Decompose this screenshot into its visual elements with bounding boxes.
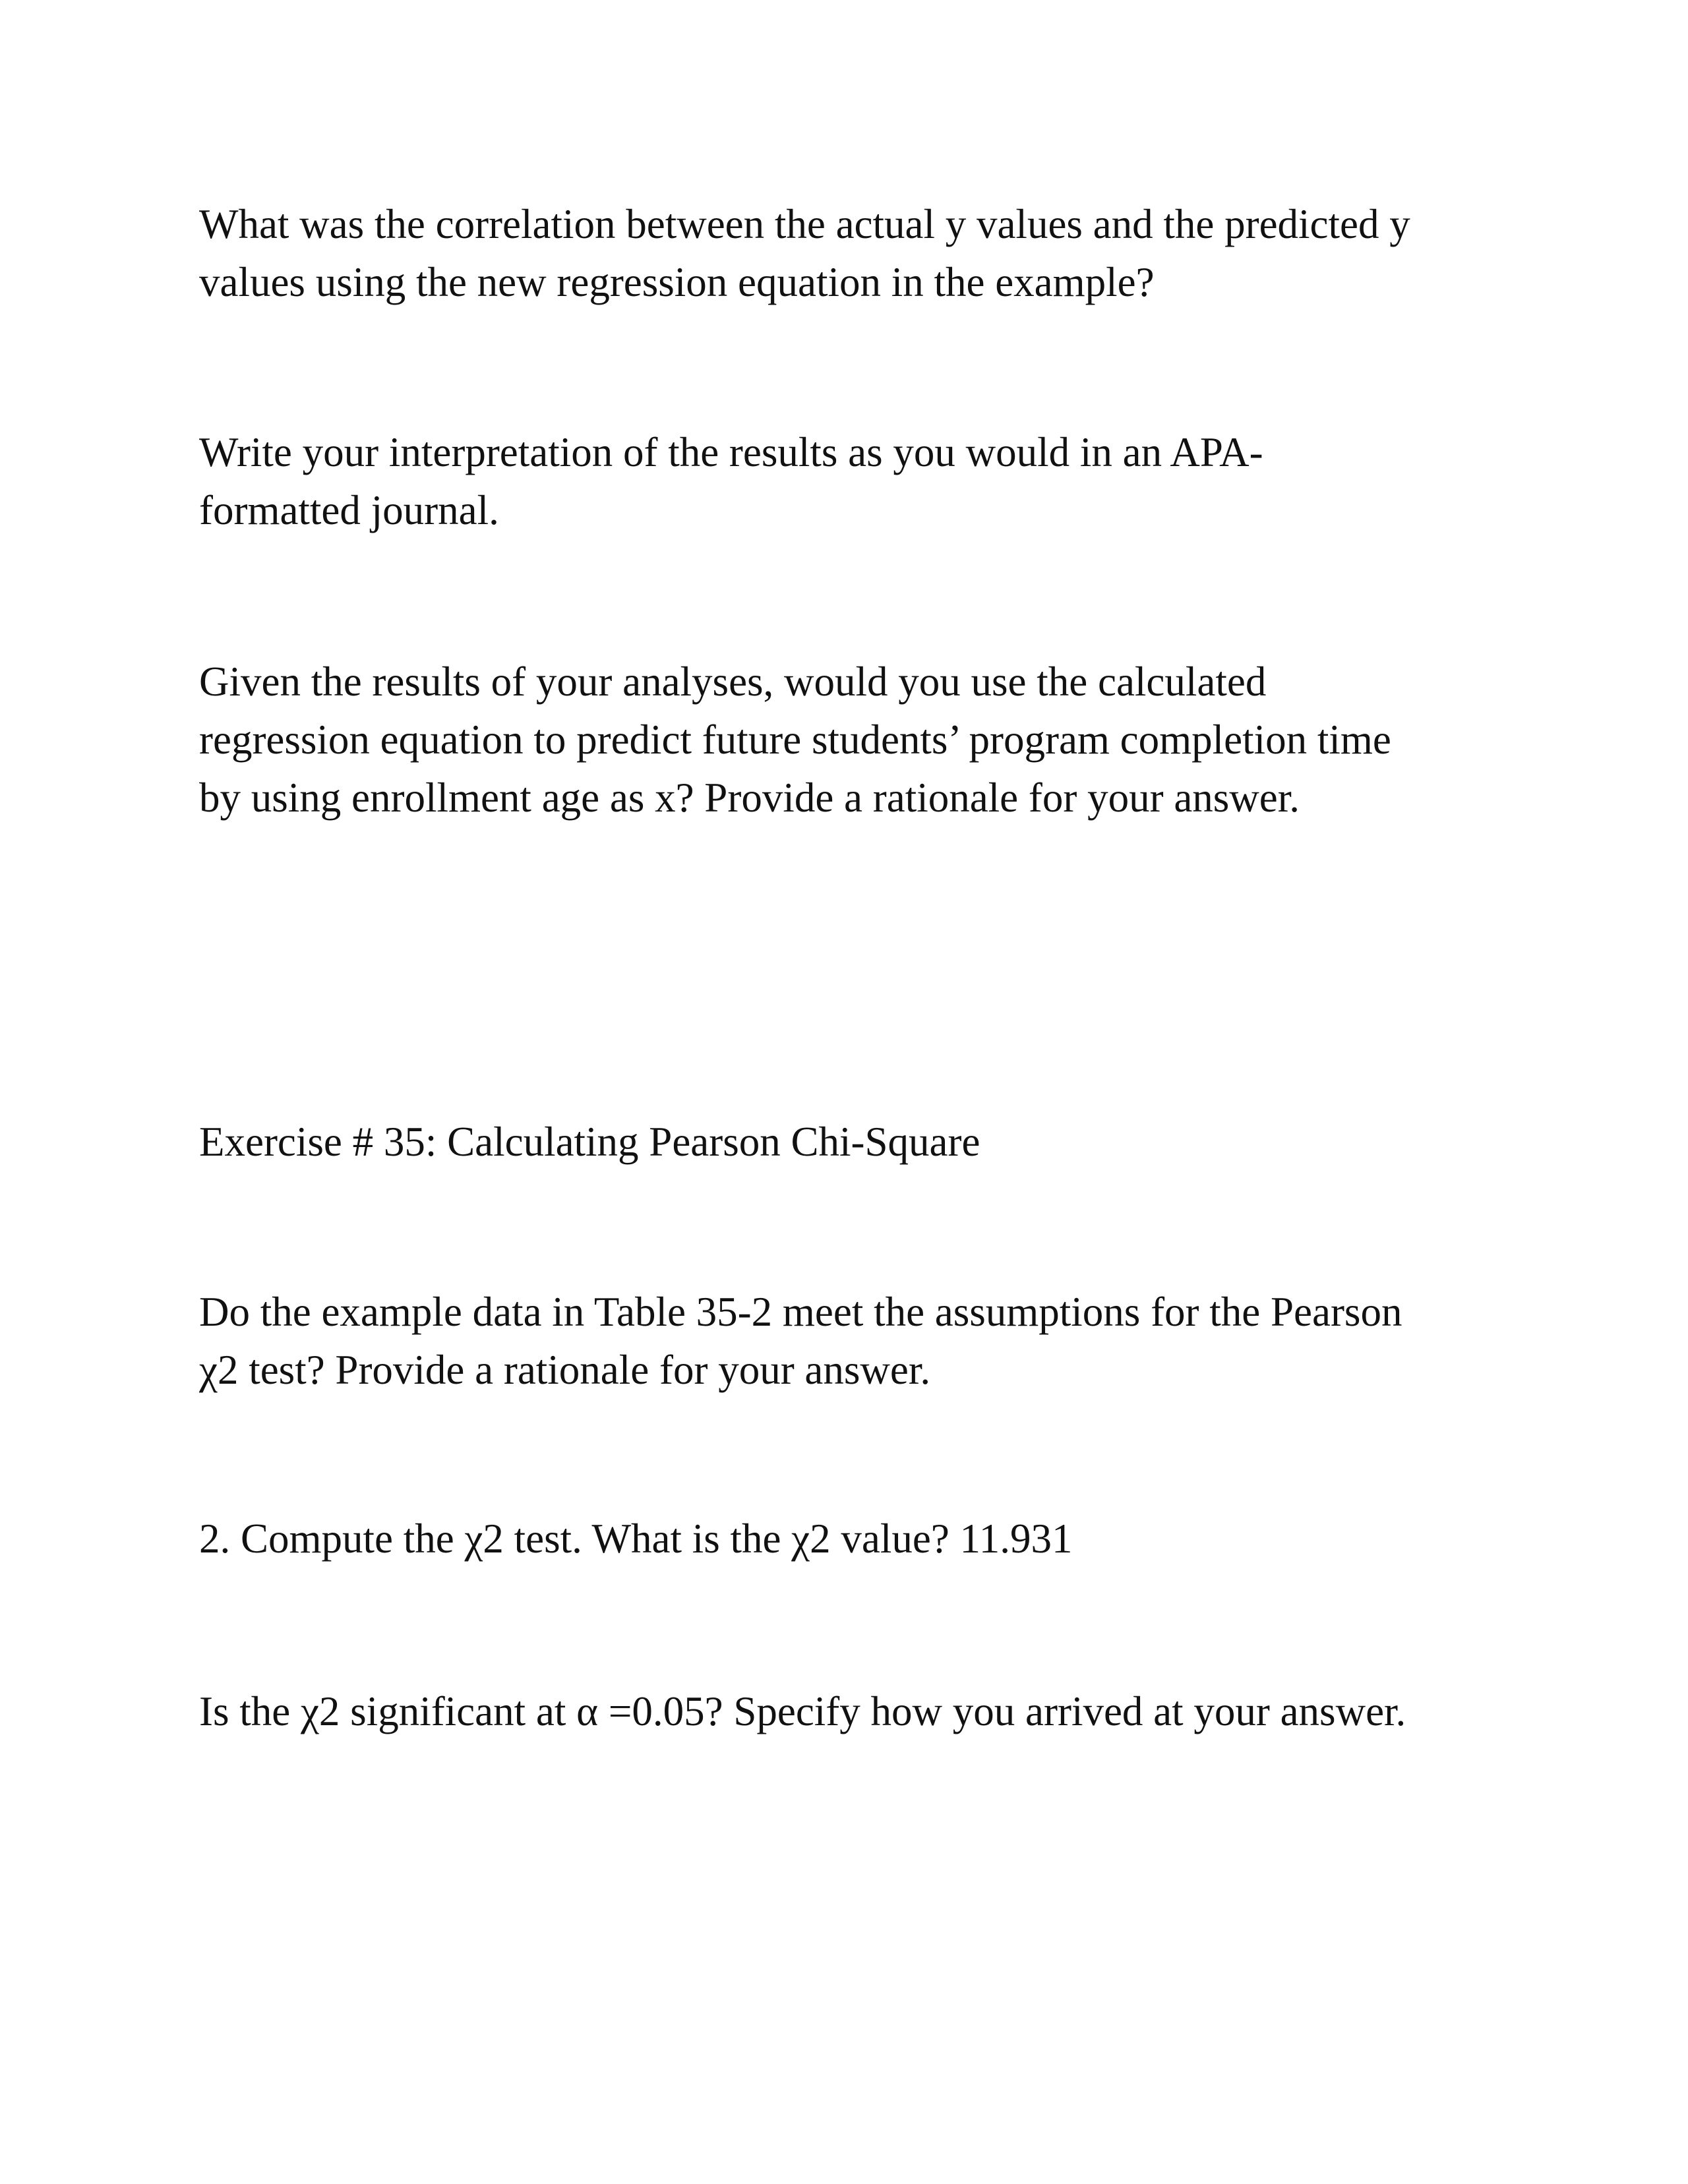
- exercise-heading: [199, 1113, 1518, 1171]
- text-line: formatted journal.: [199, 487, 499, 533]
- question-prediction-paragraph: [199, 653, 1518, 827]
- text-line: Given the results of your analyses, would you use the calculated: [199, 659, 1267, 705]
- text-line: 2. Compute the χ2 test. What is the χ2 value? 11.931: [199, 1516, 1073, 1562]
- text-line: regression equation to predict future students’ program completion time: [199, 717, 1391, 763]
- text-line: Write your interpretation of the results as you would in an APA-: [199, 429, 1263, 475]
- text-line: Is the χ2 significant at α =0.05? Specify how you arrived at your answer.: [199, 1688, 1406, 1734]
- text-line: Do the example data in Table 35-2 meet the assumptions for the Pearson: [199, 1289, 1402, 1335]
- question-interpretation-paragraph: [199, 423, 1518, 539]
- text-line: values using the new regression equation in the example?: [199, 259, 1155, 305]
- question-significance-paragraph: [199, 1682, 1518, 1740]
- text-line: χ2 test? Provide a rationale for your answer.: [199, 1347, 931, 1393]
- question-compute-paragraph: [199, 1510, 1518, 1568]
- text-line: by using enrollment age as x? Provide a rationale for your answer.: [199, 775, 1300, 821]
- question-assumptions-paragraph: [199, 1283, 1518, 1399]
- text-line: Exercise # 35: Calculating Pearson Chi-Square: [199, 1119, 980, 1165]
- question-correlation-paragraph: [199, 195, 1518, 311]
- text-line: What was the correlation between the actual y values and the predicted y: [199, 201, 1410, 247]
